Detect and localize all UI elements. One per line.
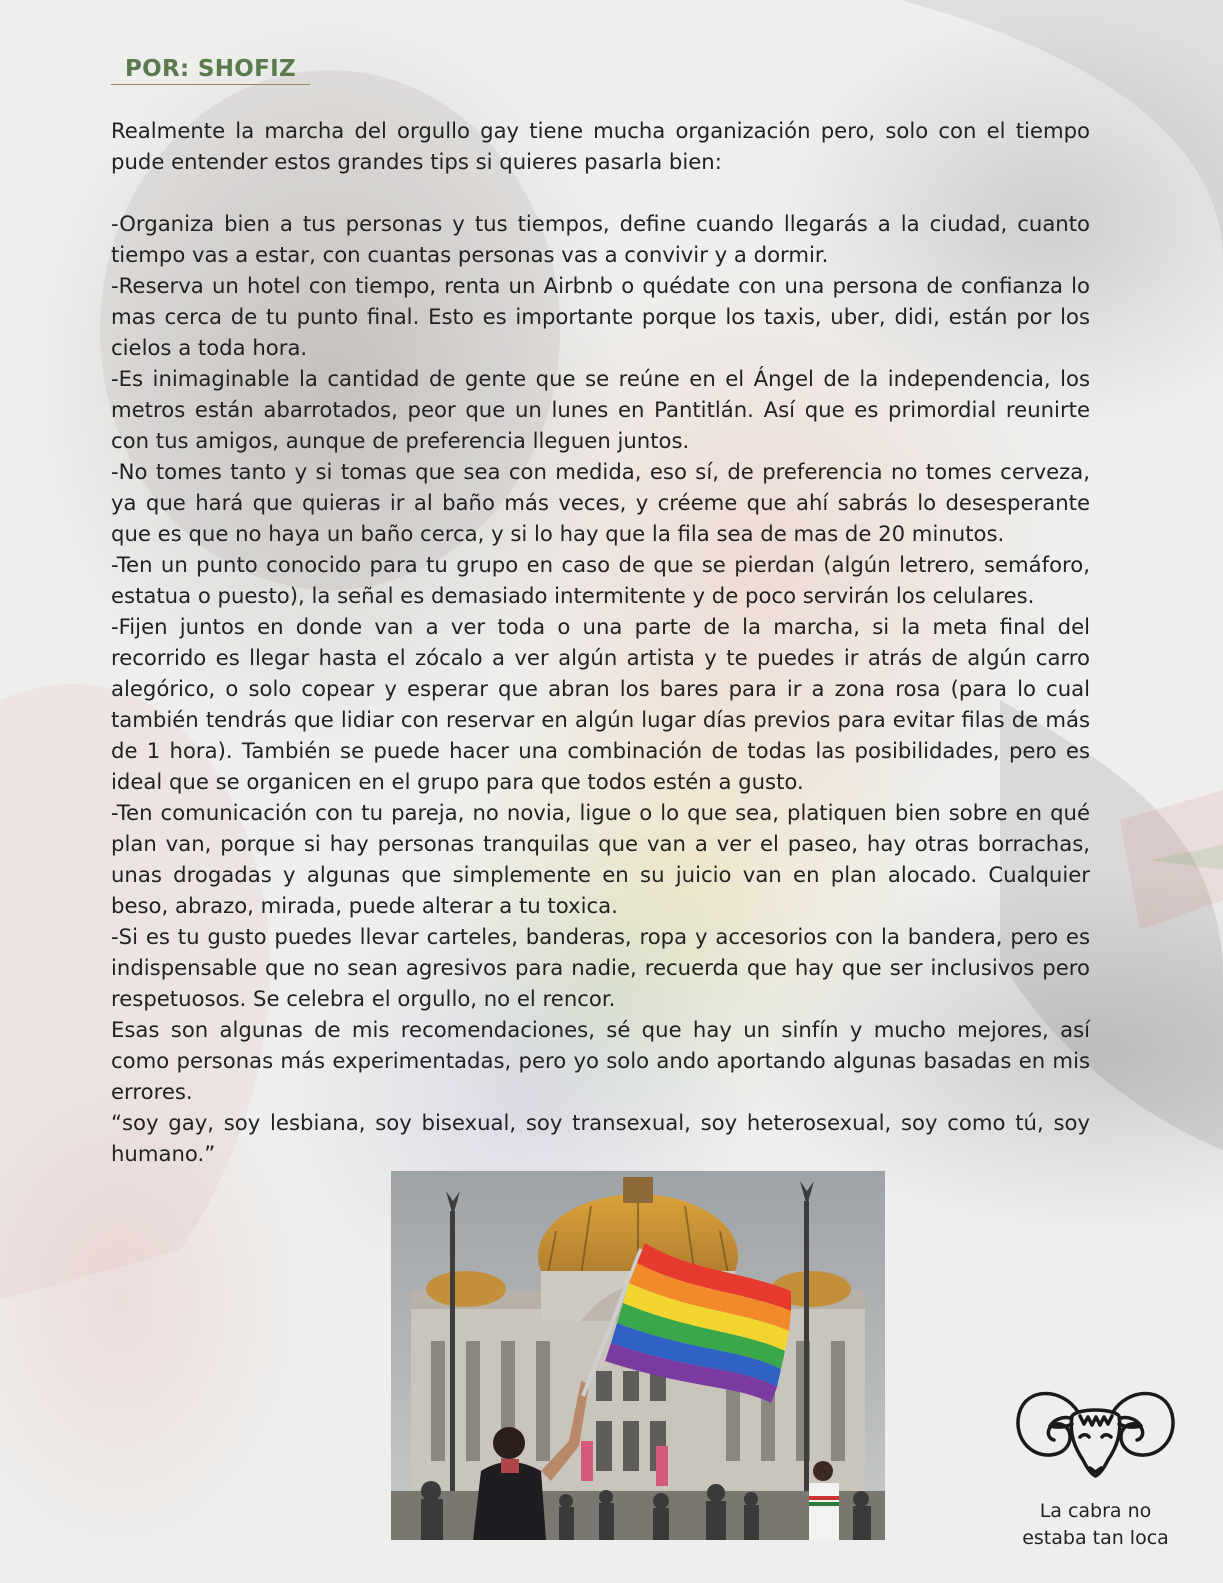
article: [111, 56, 1090, 1169]
tip-reserva: -Reserva un hotel con tiempo, renta un Airbnb o quédate con una persona de confianza lo mas cerca de tu punto final. Esto es importante porque los taxis, uber, didi, están por los cielos a toda hora.: [111, 273, 1090, 360]
goat-logo: [1008, 1382, 1183, 1552]
tip-fijen: -Fijen juntos en donde van a ver toda o una parte de la marcha, si la meta final del recorrido es llegar hasta el zócalo a ver algún artista y te puedes ir atrás de algún carro alegórico, o solo copear y esperar que abran los bares para ir a zona rosa (para lo cual también tendrás que lidiar con reservar en algún lugar días previos para evitar filas de más de 1 hora). También se puede hacer una combinación de todas las posibilidades, pero es ideal que se organicen en el grupo para que todos estén a gusto.: [111, 614, 1090, 794]
article-body: [111, 115, 1090, 1169]
logo-caption-line1: La cabra no: [1039, 1500, 1152, 1522]
bellas-artes-illustration: [391, 1171, 885, 1540]
tip-carteles: -Si es tu gusto puedes llevar carteles, banderas, ropa y accesorios con la bandera, pero es indispensable que no sean agresivos para nadie, recuerda que hay que ser inclusivos pero respetuosos. Se celebra el orgullo, no el rencor.: [111, 924, 1090, 1011]
logo-caption: [1008, 1498, 1183, 1552]
tip-organiza: -Organiza bien a tus personas y tus tiempos, define cuando llegarás a la ciudad, cuanto tiempo vas a estar, con cuantas personas vas a convivir y a dormir.: [111, 211, 1090, 267]
tip-comunicacion: -Ten comunicación con tu pareja, no novia, ligue o lo que sea, platiquen bien sobre en qué plan van, porque si hay personas tranquilas que van a ver el paseo, hay otras borrachas, unas drogadas y algunas que simplemente en su juicio van en plan alocado. Cualquier beso, abrazo, mirada, puede alterar a tu toxica.: [111, 800, 1090, 918]
goat-icon: [1008, 1382, 1183, 1492]
byline: POR: SHOFIZ: [111, 56, 310, 85]
logo-caption-line2: estaba tan loca: [1022, 1527, 1169, 1549]
tip-no-tomes: -No tomes tanto y si tomas que sea con medida, eso sí, de preferencia no tomes cerveza, ya que hará que quieras ir al baño más veces, y créeme que ahí sabrás lo desesperante que es que no haya un baño cerca, y si lo hay que la fila sea de mas de 20 minutos.: [111, 459, 1090, 546]
pride-march-photo: [391, 1171, 885, 1540]
tip-punto-conocido: -Ten un punto conocido para tu grupo en caso de que se pierdan (algún letrero, semáforo, estatua o puesto), la señal es demasiado intermitente y de poco servirán los celulares.: [111, 552, 1090, 608]
paragraph-intro: Realmente la marcha del orgullo gay tiene mucha organización pero, solo con el tiempo pude entender estos grandes tips si quieres pasarla bien:: [111, 118, 1090, 174]
closing-quote: “soy gay, soy lesbiana, soy bisexual, soy transexual, soy heterosexual, soy como tú, soy humano.”: [111, 1110, 1090, 1166]
tip-gente: -Es inimaginable la cantidad de gente que se reúne en el Ángel de la independencia, los metros están abarrotados, peor que un lunes en Pantitlán. Así que es primordial reunirte con tus amigos, aunque de preferencia lleguen juntos.: [111, 366, 1090, 453]
paragraph-recomendaciones: Esas son algunas de mis recomendaciones, sé que hay un sinfín y mucho mejores, así como personas más experimentadas, pero yo solo ando aportando algunas basadas en mis errores.: [111, 1017, 1090, 1104]
